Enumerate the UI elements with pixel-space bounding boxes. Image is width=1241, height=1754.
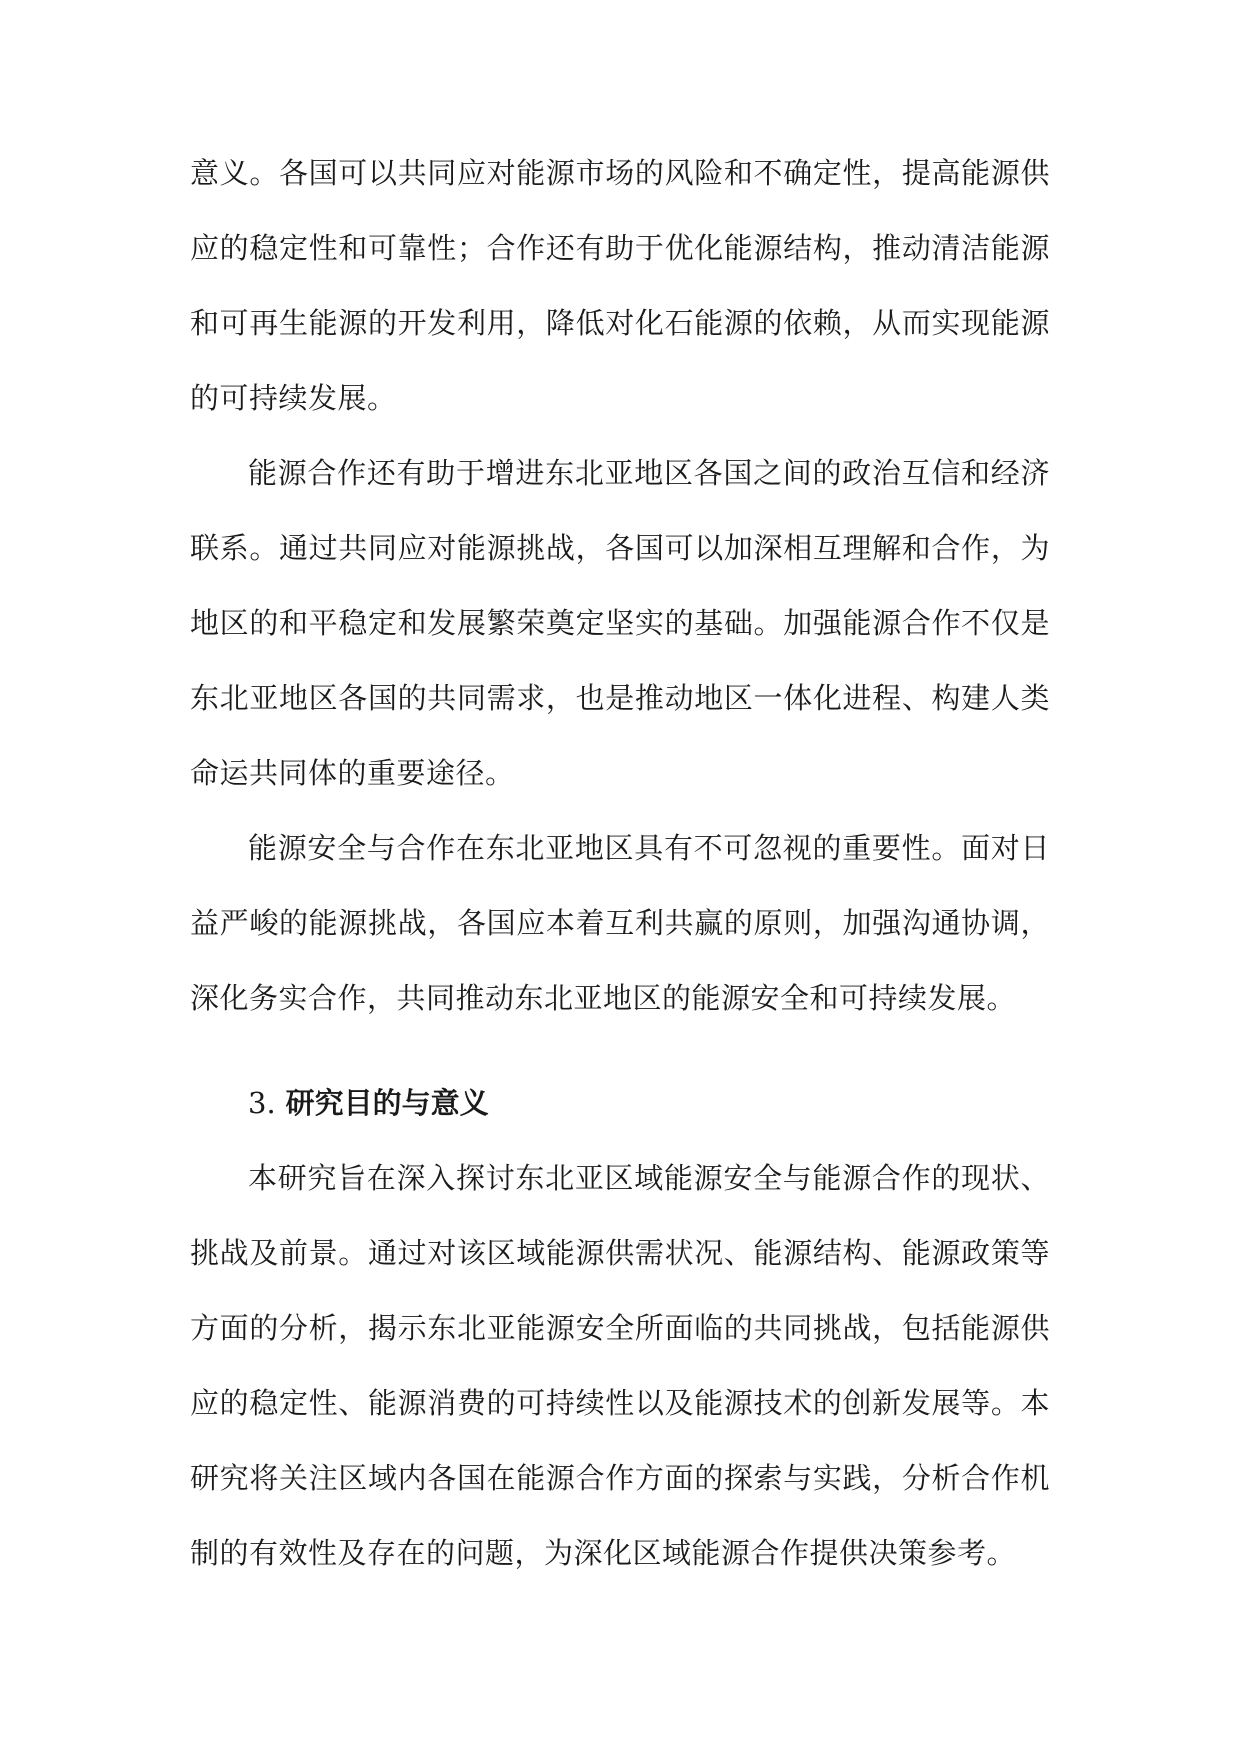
section-title: 研究目的与意义 — [285, 1086, 489, 1120]
section-heading — [190, 1066, 1050, 1141]
paragraph: 本研究旨在深入探讨东北亚区域能源安全与能源合作的现状、挑战及前景。通过对该区域能源供需状况、能源结构、能源政策等方面的分析，揭示东北亚能源安全所面临的共同挑战，包括能源供应的稳定性、能源消费的可持续性以及能源技术的创新发展等。本研究将关注区域内各国在能源合作方面的探索与实践，分析合作机制的有效性及存在的问题，为深化区域能源合作提供决策参考。 — [190, 1161, 1050, 1570]
document-body — [190, 136, 1050, 1591]
paragraph: 能源安全与合作在东北亚地区具有不可忽视的重要性。面对日益严峻的能源挑战，各国应本着互利共赢的原则，加强沟通协调，深化务实合作，共同推动东北亚地区的能源安全和可持续发展。 — [190, 831, 1050, 1015]
paragraph-continuation: 意义。各国可以共同应对能源市场的风险和不确定性，提高能源供应的稳定性和可靠性；合作还有助于优化能源结构，推动清洁能源和可再生能源的开发利用，降低对化石能源的依赖，从而实现能源的可持续发展。 — [190, 156, 1050, 415]
paragraph: 能源合作还有助于增进东北亚地区各国之间的政治互信和经济联系。通过共同应对能源挑战，各国可以加深相互理解和合作，为地区的和平稳定和发展繁荣奠定坚实的基础。加强能源合作不仅是东北亚地区各国的共同需求，也是推动地区一体化进程、构建人类命运共同体的重要途径。 — [190, 456, 1050, 790]
section-number: 3. — [248, 1086, 276, 1120]
